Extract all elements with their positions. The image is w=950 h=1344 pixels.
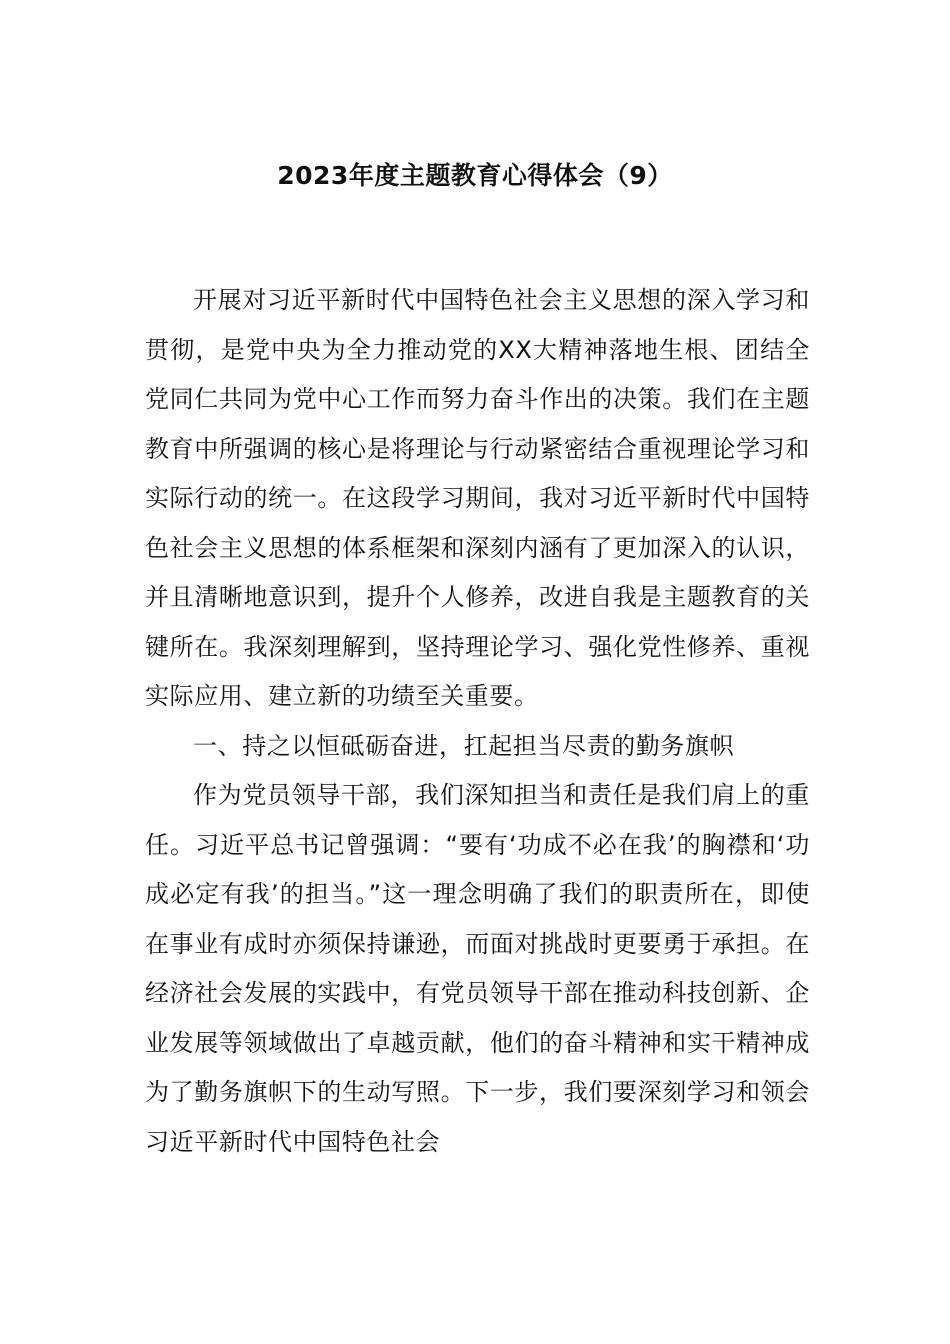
document-title: 2023年度主题教育心得体会（9） (277, 161, 673, 190)
paragraph-section-1: 作为党员领导干部，我们深知担当和责任是我们肩上的重任。习近平总书记曾强调：“要有‘功成不必在我’的胸襟和‘功成必定有我’的担当。”这一理念明确了我们的职责所在，即使在事业有成时亦须保持谦逊，而面对挑战时更要勇于承担。在经济社会发展的实践中，有党员领导干部在推动科技创新、企业发展等领域做出了卓越贡献，他们的奋斗精神和实干精神成为了勤务旗帜下的生动写照。下一步，我们要深刻学习和领会习近平新时代中国特色社会 (145, 781, 810, 1156)
paragraph-intro: 开展对习近平新时代中国特色社会主义思想的深入学习和贯彻，是党中央为全力推动党的XX大精神落地生根、团结全党同仁共同为党中心工作而努力奋斗作出的决策。我们在主题教育中所强调的核心是将理论与行动紧密结合重视理论学习和实际行动的统一。在这段学习期间，我对习近平新时代中国特色社会主义思想的体系框架和深刻内涵有了更加深入的认识，并且清晰地意识到，提升个人修养，改进自我是主题教育的关键所在。我深刻理解到，坚持理论学习、强化党性修养、重视实际应用、建立新的功绩至关重要。 (145, 286, 810, 710)
section-heading-1: 一、持之以恒砥砺奋进，扛起担当尽责的勤务旗帜 (193, 731, 735, 760)
document-body (145, 276, 810, 1167)
